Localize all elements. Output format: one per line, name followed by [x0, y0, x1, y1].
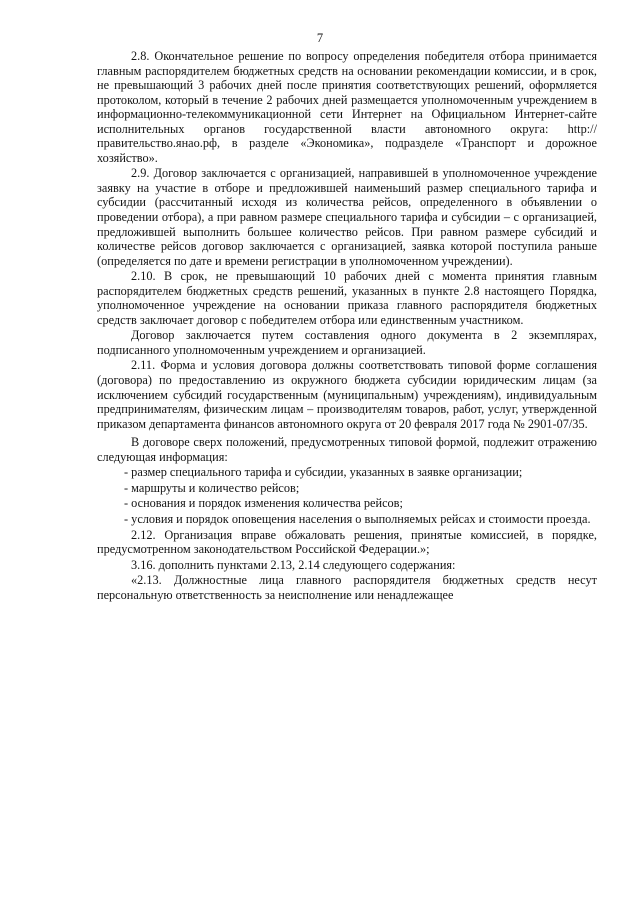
page-number: 7 — [316, 31, 324, 45]
paragraph-contract-signing: Договор заключается путем составления одного документа в 2 экземплярах, подписанного уполномоченным учреждением и организацией. — [97, 328, 597, 357]
paragraph-2-9: 2.9. Договор заключается с организацией, направившей в уполномоченное учреждение заявку на участие в отборе и предложившей наименьший размер специального тарифа и субсидии (рассчитанный исходя из количества рейсов, определенного в объявлении о проведении отбора), а при равном размере специального тарифа и субсидии – с организацией, предложившей выполнить большее количество рейсов. При равном размере субсидий и количестве рейсов договор заключается с организацией, заявка которой поступила раньше (определяется по дате и времени регистрации в уполномоченном учреждении). — [97, 166, 597, 268]
list-item-trip-changes: - основания и порядок изменения количества рейсов; — [124, 496, 403, 511]
document-body — [97, 49, 597, 603]
list-item-tariff: - размер специального тарифа и субсидии, указанных в заявке организации; — [124, 465, 523, 480]
paragraph-contract-contents: В договоре сверх положений, предусмотренных типовой формой, подлежит отражению следующая информация: — [97, 435, 597, 464]
paragraph-2-13: «2.13. Должностные лица главного распорядителя бюджетных средств несут персональную ответственность за неисполнение или ненадлежащее — [97, 573, 597, 602]
list-item-notification: - условия и порядок оповещения населения о выполняемых рейсах и стоимости проезда. — [124, 511, 591, 526]
paragraph-2-12: 2.12. Организация вправе обжаловать решения, принятые комиссией, в порядке, предусмотренном законодательством Российской Федерации.»; — [97, 527, 597, 557]
paragraph-2-11: 2.11. Форма и условия договора должны соответствовать типовой форме соглашения (договора) по предоставлению из окружного бюджета субсидии юридическим лицам (за исключением субсидий государственным (муниципальным) учреждениям), индивидуальным предпринимателям, физическим лицам – производителям товаров, работ, услуг, утвержденной приказом департамента финансов автономного округа от 20 февраля 2017 года № 2901-07/35. — [97, 358, 597, 431]
paragraph-2-8: 2.8. Окончательное решение по вопросу определения победителя отбора принимается главным распорядителем бюджетных средств на основании рекомендации комиссии, и в срок, не превышающий 3 рабочих дней после принятия соответствующих решений, оформляется протоколом, который в течение 2 рабочих дней размещается уполномоченным учреждением в информационно-телекоммуникационной сети Интернет на Официальном Интернет-сайте исполнительных органов государственной власти автономного округа: http://правительство.янао.рф, в разделе «Экономика», подразделе «Транспорт и дорожное хозяйство». — [97, 49, 597, 165]
paragraph-2-10: 2.10. В срок, не превышающий 10 рабочих дней с момента принятия главным распорядителем бюджетных средств решений, указанных в пункте 2.8 настоящего Порядка, уполномоченное учреждение на основании приказа главного распорядителя бюджетных средств заключает договор с победителем отбора или единственным участником. — [97, 269, 597, 327]
list-item-routes: - маршруты и количество рейсов; — [124, 480, 300, 495]
paragraph-3-16: 3.16. дополнить пунктами 2.13, 2.14 следующего содержания: — [131, 557, 456, 572]
